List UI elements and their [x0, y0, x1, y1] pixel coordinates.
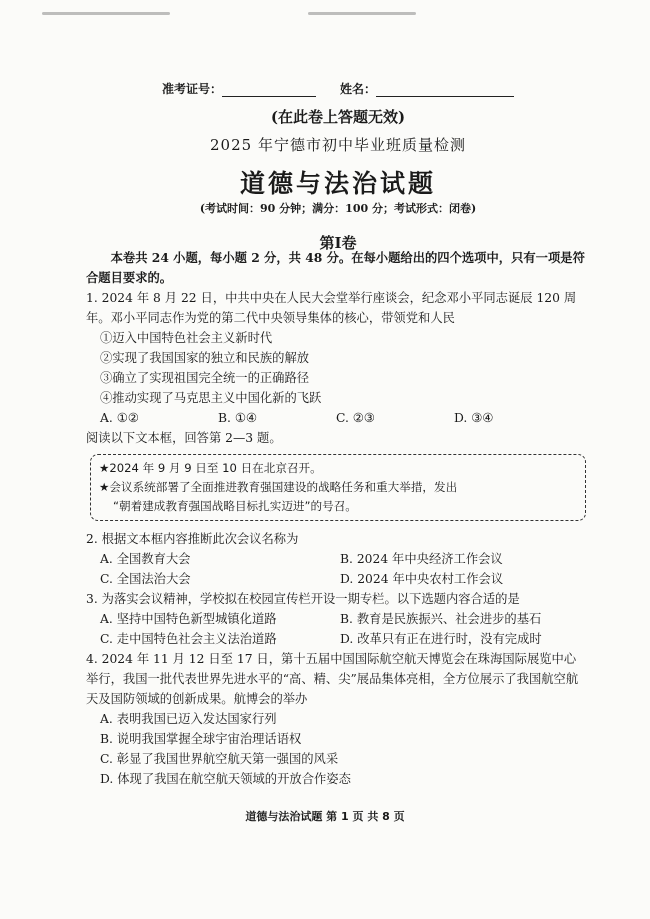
option-a: A. 坚持中国特色新型城镇化道路: [100, 612, 277, 626]
exam-id-label: 准考证号：: [161, 82, 222, 96]
option-row: [86, 609, 586, 629]
option-d: D. 改革只有正在进行时，没有完成时: [340, 632, 542, 646]
exam-info: (考试时间：90 分钟；满分：100 分；考试形式：闭卷): [199, 202, 477, 215]
question-2: [86, 529, 586, 589]
question-stem: 1. 2024 年 8 月 22 日，中共中央在人民大会堂举行座谈会，纪念邓小平同志诞辰 120 周年。邓小平同志作为党的第二代中央领导集体的核心，带领党和人民: [86, 291, 577, 325]
question-stem: 2. 根据文本框内容推断此次会议名称为: [86, 532, 299, 546]
reading-note: 阅读以下文本框，回答第 2—3 题。: [86, 431, 282, 445]
option-c: C. 彰显了我国世界航空航天第一强国的风采: [100, 752, 339, 766]
option-b: B. 教育是民族振兴、社会进步的基石: [340, 612, 542, 626]
textbox-line: “朝着建成教育强国战略目标扎实迈进”的号召。: [113, 499, 357, 513]
question-content: [86, 248, 586, 789]
question-3: [86, 589, 586, 649]
candidate-info-line: [88, 80, 588, 102]
option-d: D. 2024 年中央农村工作会议: [340, 572, 504, 586]
option-b: B. ①④: [218, 411, 257, 425]
option-c: C. 走中国特色社会主义法治道路: [100, 632, 277, 646]
exam-header: [88, 80, 588, 254]
name-label: 姓名：: [340, 82, 377, 96]
option-a: A. 表明我国已迈入发达国家行列: [100, 712, 277, 726]
option-row: [86, 408, 586, 428]
statement-item: ②实现了我国国家的独立和民族的解放: [100, 351, 310, 365]
dashed-text-box: [90, 454, 586, 521]
scan-artifact: [42, 12, 170, 15]
name-blank: [376, 82, 514, 97]
exam-title: 道德与法治试题: [239, 169, 436, 198]
question-4: [86, 649, 586, 789]
scan-artifact: [308, 12, 416, 15]
option-a: A. 全国教育大会: [100, 552, 191, 566]
option-c: C. 全国法治大会: [100, 572, 191, 586]
exam-subtitle: 2025 年宁德市初中毕业班质量检测: [210, 136, 466, 154]
section-title: 第Ⅰ卷: [319, 234, 357, 252]
section-instructions: 本卷共 24 小题，每小题 2 分，共 48 分。在每小题给出的四个选项中，只有一项是符合题目要求的。: [86, 250, 585, 285]
option-row: [86, 629, 586, 649]
option-c: C. ②③: [336, 411, 375, 425]
statement-item: ④推动实现了马克思主义中国化新的飞跃: [100, 391, 322, 405]
textbox-line: ★2024 年 9 月 9 日至 10 日在北京召开。: [99, 461, 322, 475]
option-row: [86, 549, 586, 569]
exam-id-blank: [222, 82, 316, 97]
textbox-line: ★会议系统部署了全面推进教育强国建设的战略任务和重大举措，发出: [99, 480, 458, 494]
invalid-note: (在此卷上答题无效): [270, 108, 406, 126]
option-a: A. ①②: [100, 411, 139, 425]
statement-item: ③确立了实现祖国完全统一的正确路径: [100, 371, 310, 385]
option-row: [86, 569, 586, 589]
page-footer: 道德与法治试题 第 1 页 共 8 页: [245, 810, 405, 823]
option-d: D. ③④: [454, 411, 494, 425]
question-stem: 3. 为落实会议精神，学校拟在校园宣传栏开设一期专栏。以下选题内容合适的是: [86, 592, 520, 606]
question-stem: 4. 2024 年 11 月 12 日至 17 日，第十五届中国国际航空航天博览会在珠海国际展览中心举行，我国一批代表世界先进水平的“高、精、尖”展品集体亮相，全方位展示了我国航空航天及国防领域的创新成果。航博会的举办: [86, 652, 579, 706]
statement-item: ①迈入中国特色社会主义新时代: [100, 331, 273, 345]
question-1: [86, 288, 586, 428]
option-b: B. 说明我国掌握全球宇宙治理话语权: [100, 732, 302, 746]
option-b: B. 2024 年中央经济工作会议: [340, 552, 503, 566]
option-d: D. 体现了我国在航空航天领域的开放合作姿态: [100, 772, 351, 786]
